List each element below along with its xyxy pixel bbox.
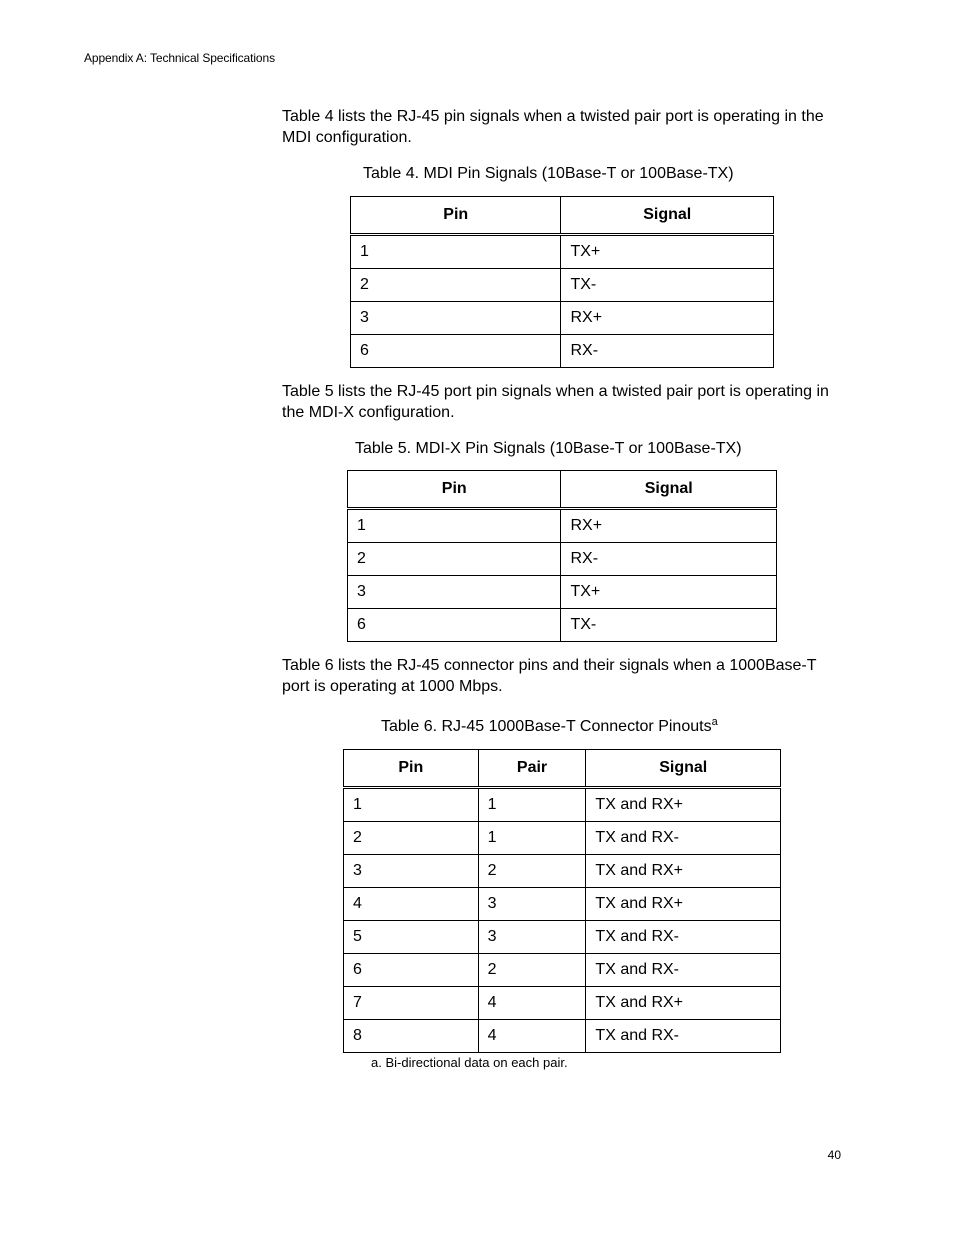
column-header-signal: Signal (561, 197, 774, 235)
cell-pin: 1 (344, 788, 479, 822)
cell-signal: TX+ (561, 576, 777, 609)
table-row (344, 822, 781, 855)
table6-intro-paragraph: Table 6 lists the RJ-45 connector pins and their signals when a 1000Base-T port is operating at 1000 Mbps. (282, 657, 817, 695)
cell-signal: TX- (561, 609, 777, 642)
table-row (344, 1020, 781, 1053)
table-row (344, 987, 781, 1020)
cell-pin: 3 (351, 302, 561, 335)
cell-signal: RX- (561, 335, 774, 368)
footnote-marker: a (711, 716, 718, 728)
page-number: 40 (827, 1148, 841, 1162)
cell-pin: 2 (348, 543, 561, 576)
cell-signal: RX- (561, 543, 777, 576)
cell-pair: 4 (478, 987, 586, 1020)
cell-pin: 5 (344, 921, 479, 954)
table-row (344, 855, 781, 888)
table-row (348, 543, 777, 576)
cell-pin: 3 (348, 576, 561, 609)
cell-signal: TX and RX- (586, 1020, 781, 1053)
column-header-pin: Pin (348, 471, 561, 509)
table6-caption (381, 717, 718, 737)
table-row (351, 335, 774, 368)
table6-caption-text: Table 6. RJ-45 1000Base-T Connector Pinouts (381, 718, 712, 735)
table-row (344, 921, 781, 954)
column-header-pin: Pin (351, 197, 561, 235)
table-row (344, 954, 781, 987)
cell-pair: 1 (478, 822, 586, 855)
table-header-row (348, 471, 777, 509)
cell-signal: TX and RX+ (586, 888, 781, 921)
table5-caption: Table 5. MDI-X Pin Signals (10Base-T or 100Base-TX) (355, 440, 742, 457)
cell-pin: 1 (348, 509, 561, 543)
cell-pin: 3 (344, 855, 479, 888)
table-row (348, 609, 777, 642)
table-row (351, 302, 774, 335)
table-row (348, 576, 777, 609)
cell-pin: 6 (348, 609, 561, 642)
column-header-signal: Signal (561, 471, 777, 509)
table4-intro-paragraph: Table 4 lists the RJ-45 pin signals when a twisted pair port is operating in the MDI configuration. (282, 108, 824, 146)
cell-pin: 6 (344, 954, 479, 987)
table-row (351, 235, 774, 269)
cell-signal: TX and RX+ (586, 788, 781, 822)
cell-pair: 2 (478, 954, 586, 987)
column-header-pin: Pin (344, 750, 479, 788)
cell-pin: 7 (344, 987, 479, 1020)
running-header: Appendix A: Technical Specifications (84, 51, 275, 65)
table4-mdi-pin-signals (350, 196, 774, 368)
table5-mdix-pin-signals (347, 470, 777, 642)
cell-pair: 4 (478, 1020, 586, 1053)
cell-pair: 1 (478, 788, 586, 822)
table4-caption: Table 4. MDI Pin Signals (10Base-T or 100Base-TX) (363, 165, 734, 182)
cell-pin: 4 (344, 888, 479, 921)
table-row (351, 269, 774, 302)
cell-pin: 2 (344, 822, 479, 855)
cell-signal: TX and RX+ (586, 987, 781, 1020)
cell-pair: 3 (478, 921, 586, 954)
cell-pin: 2 (351, 269, 561, 302)
cell-signal: TX+ (561, 235, 774, 269)
cell-signal: RX+ (561, 509, 777, 543)
table6-footnote: a. Bi-directional data on each pair. (371, 1055, 568, 1070)
cell-pin: 8 (344, 1020, 479, 1053)
cell-signal: RX+ (561, 302, 774, 335)
cell-signal: TX and RX- (586, 822, 781, 855)
cell-pin: 6 (351, 335, 561, 368)
cell-signal: TX and RX- (586, 921, 781, 954)
cell-signal: TX and RX- (586, 954, 781, 987)
table-header-row (351, 197, 774, 235)
table-row (348, 509, 777, 543)
cell-pair: 2 (478, 855, 586, 888)
cell-pair: 3 (478, 888, 586, 921)
table-row (344, 888, 781, 921)
table5-intro-paragraph: Table 5 lists the RJ-45 port pin signals when a twisted pair port is operating in the MDI-X configuration. (282, 383, 829, 421)
cell-signal: TX and RX+ (586, 855, 781, 888)
table6-connector-pinouts (343, 749, 781, 1053)
table-header-row (344, 750, 781, 788)
column-header-signal: Signal (586, 750, 781, 788)
table-row (344, 788, 781, 822)
cell-pin: 1 (351, 235, 561, 269)
cell-signal: TX- (561, 269, 774, 302)
column-header-pair: Pair (478, 750, 586, 788)
